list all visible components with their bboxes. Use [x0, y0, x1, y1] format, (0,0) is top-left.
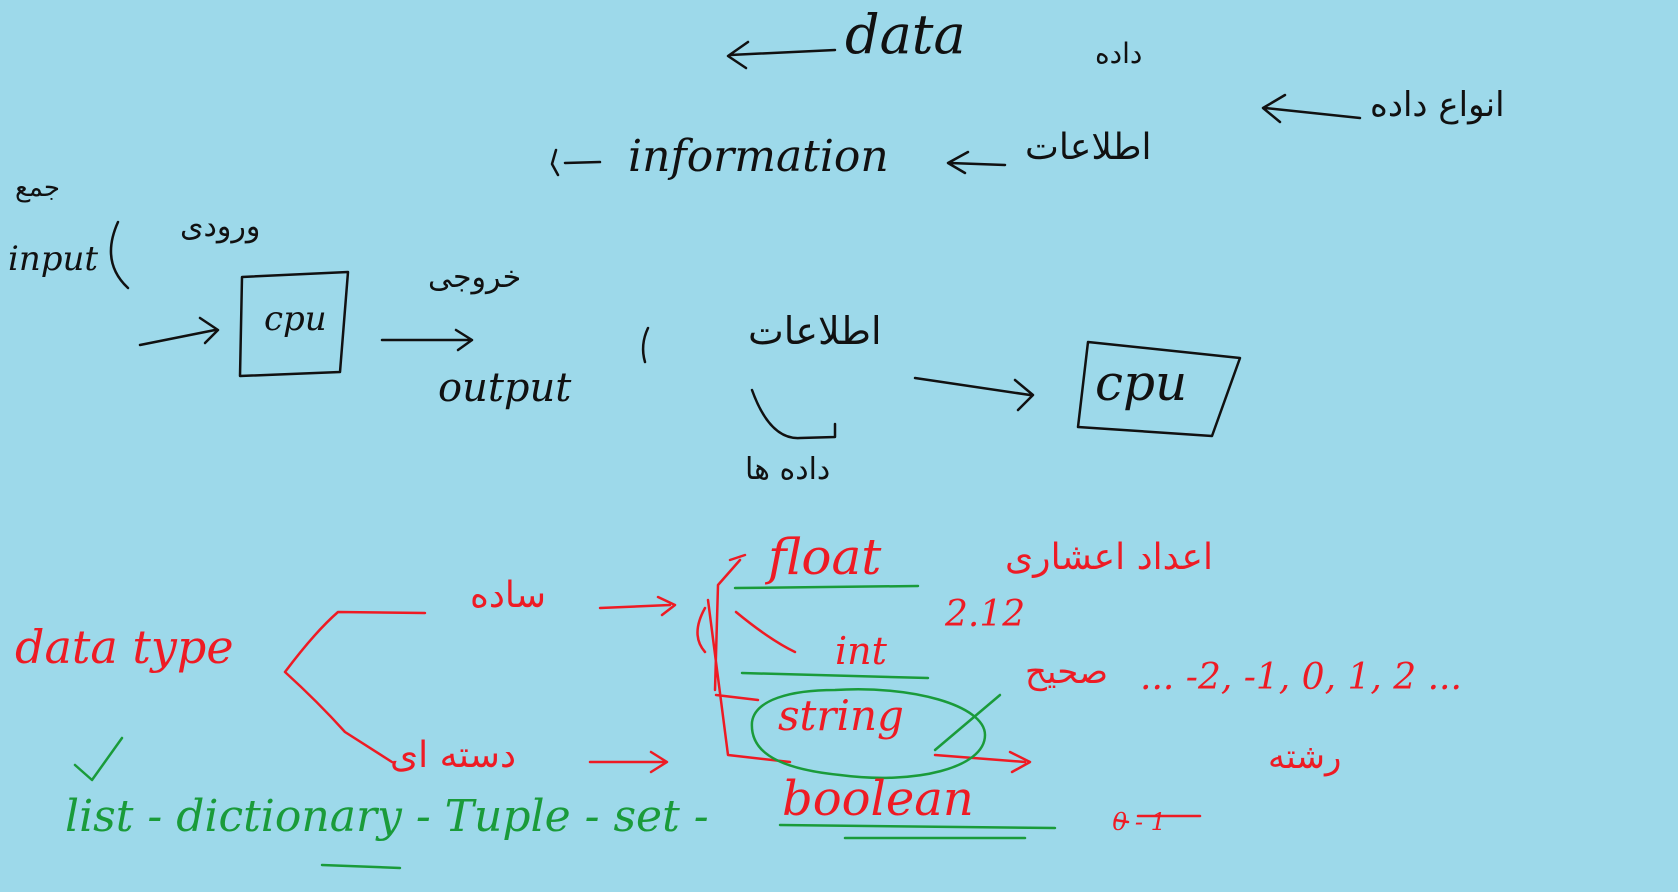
arrow-data-left: [728, 42, 835, 68]
cpu-left-label: cpu: [264, 299, 327, 339]
input-fa-label: ورودی: [180, 209, 261, 244]
data-bottom-fa-label: داده ها: [745, 452, 831, 487]
float-underline: [735, 586, 918, 588]
float-example: 2.12: [945, 594, 1026, 635]
check-mark: [75, 738, 122, 780]
info-to-data-curve: [752, 390, 835, 438]
arrow-non-simple: [590, 752, 667, 772]
non-simple-fa-label: دسته ای: [390, 735, 516, 776]
input-bracket: [111, 222, 128, 288]
information-fa-label: اطلاعات: [1025, 127, 1152, 168]
input-note-fa-label: جمع: [15, 173, 60, 203]
int-example: ... -2, -1, 0, 1, 2 ...: [1140, 657, 1462, 698]
arrow-types-to-info: [1263, 95, 1360, 122]
data-type-label: data type: [15, 620, 234, 674]
collections-label: list - dictionary - Tuple - set -: [65, 791, 709, 842]
arrow-cpu-to-output: [382, 330, 472, 350]
arrow-info-left: [552, 150, 600, 175]
simple-fa-label: ساده: [470, 575, 547, 616]
string-fa-label: رشته: [1268, 737, 1342, 777]
int-label: int: [835, 629, 887, 673]
boolean-fa-label: 0 - 1: [1112, 808, 1166, 836]
string-arrow-extension: [935, 695, 1000, 750]
data-fa-label: داده: [1095, 37, 1143, 70]
string-label: string: [778, 691, 904, 740]
information-label: information: [628, 131, 889, 182]
output-fa-label: خروجی: [428, 260, 522, 295]
int-underline: [742, 673, 928, 678]
arrow-info-to-cpu: [915, 378, 1033, 410]
bracket-simple-types: [698, 608, 706, 652]
decimal-fa-label: اعداد اعشاری: [1005, 537, 1213, 578]
input-label: input: [8, 239, 99, 279]
arrow-simple-to-types: [600, 597, 675, 615]
arrow-info-fa-to-info: [948, 152, 1005, 173]
collections-underline: [322, 865, 400, 868]
integer-fa-label: صحیح: [1025, 652, 1109, 692]
boolean-label: boolean: [782, 771, 974, 827]
float-label: float: [768, 528, 882, 586]
data-label: data: [845, 3, 966, 66]
info-center-bracket: [643, 328, 648, 362]
arrow-input-to-cpu: [140, 318, 218, 345]
output-label: output: [438, 365, 572, 411]
data-types-fa-label: انواع داده: [1370, 85, 1505, 125]
info-center-fa-label: اطلاعات: [748, 309, 882, 353]
cpu-right-label: cpu: [1095, 354, 1188, 412]
